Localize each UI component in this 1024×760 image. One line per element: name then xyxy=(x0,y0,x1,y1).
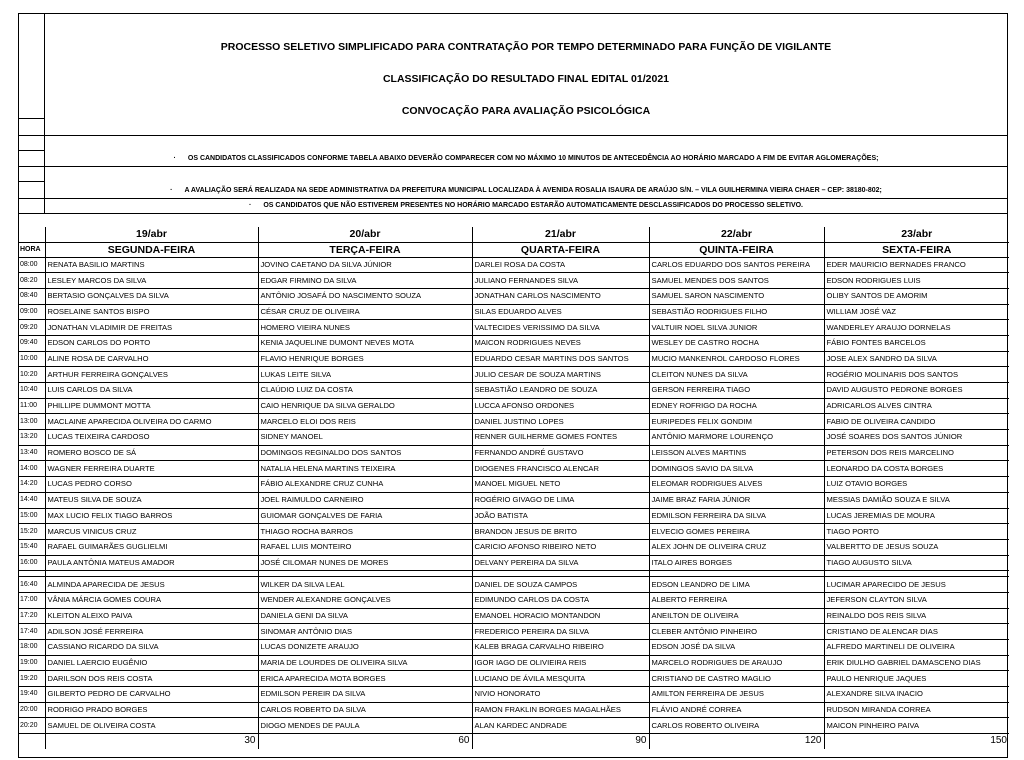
candidate-name: SAMUEL MENDES DOS SANTOS xyxy=(649,273,824,289)
time-slot: 19:00 xyxy=(19,655,45,671)
time-slot: 14:00 xyxy=(19,461,45,477)
candidate-name: RAMON FRAKLIN BORGES MAGALHÃES xyxy=(472,702,649,718)
candidate-name: LUCCA AFONSO ORDONES xyxy=(472,398,649,414)
candidate-name: JONATHAN VLADIMIR DE FREITAS xyxy=(45,320,258,336)
note-bullet: · xyxy=(248,202,252,209)
candidate-name: NATALIA HELENA MARTINS TEIXEIRA xyxy=(258,461,472,477)
candidate-name: EDGAR FIRMINO DA SILVA xyxy=(258,273,472,289)
candidate-name: WESLEY DE CASTRO ROCHA xyxy=(649,335,824,351)
note-location xyxy=(45,187,1007,194)
table-row xyxy=(19,492,1009,508)
candidate-name: BERTASIO GONÇALVES DA SILVA xyxy=(45,288,258,304)
candidate-name: MAICON RODRIGUES NEVES xyxy=(472,335,649,351)
time-slot: 17:40 xyxy=(19,624,45,640)
candidate-name: JULIANO FERNANDES SILVA xyxy=(472,273,649,289)
candidate-name: DANIEL LAERCIO EUGÊNIO xyxy=(45,655,258,671)
candidate-name: ROSELAINE SANTOS BISPO xyxy=(45,304,258,320)
time-slot: 09:40 xyxy=(19,335,45,351)
candidate-name: MUCIO MANKENROL CARDOSO FLORES xyxy=(649,351,824,367)
time-slot: 16:00 xyxy=(19,555,45,571)
table-row xyxy=(19,414,1009,430)
table-row xyxy=(19,383,1009,399)
table-row xyxy=(19,524,1009,540)
candidate-name: WILLIAM JOSÉ VAZ xyxy=(824,304,1009,320)
table-row xyxy=(19,624,1009,640)
weekday-header: TERÇA-FEIRA xyxy=(258,242,472,257)
candidate-name: ADILSON JOSÉ FERREIRA xyxy=(45,624,258,640)
candidate-name: LEONARDO DA COSTA BORGES xyxy=(824,461,1009,477)
candidate-name: DOMINGOS SAVIO DA SILVA xyxy=(649,461,824,477)
date-header: 22/abr xyxy=(649,227,824,242)
divider xyxy=(19,135,1007,136)
candidate-name: FLAVIO HENRIQUE BORGES xyxy=(258,351,472,367)
candidate-name: CRISTIANO DE ALENCAR DIAS xyxy=(824,624,1009,640)
time-slot: 10:20 xyxy=(19,367,45,383)
candidate-name: PETERSON DOS REIS MARCELINO xyxy=(824,445,1009,461)
candidate-name: ALEXANDRE SILVA INACIO xyxy=(824,687,1009,703)
table-row xyxy=(19,508,1009,524)
table-row xyxy=(19,351,1009,367)
weekday-header: SEGUNDA-FEIRA xyxy=(45,242,258,257)
candidate-name: CLEBER ANTÔNIO PINHEIRO xyxy=(649,624,824,640)
table-row xyxy=(19,608,1009,624)
candidate-name: DANIEL DE SOUZA CAMPOS xyxy=(472,577,649,593)
table-row xyxy=(19,320,1009,336)
time-slot: 17:20 xyxy=(19,608,45,624)
table-row xyxy=(19,288,1009,304)
candidate-name: FÁBIO ALEXANDRE CRUZ CUNHA xyxy=(258,477,472,493)
candidate-name: TIAGO PORTO xyxy=(824,524,1009,540)
candidate-name: LUIS CARLOS DA SILVA xyxy=(45,383,258,399)
time-slot: 09:20 xyxy=(19,320,45,336)
table-row xyxy=(19,335,1009,351)
candidate-name: EDER MAURICIO BERNADES FRANCO xyxy=(824,257,1009,273)
cumulative-count: 120 xyxy=(649,734,824,749)
candidate-name: MARCELO ELOI DOS REIS xyxy=(258,414,472,430)
candidate-name: LUCIANO DE ÁVILA MESQUITA xyxy=(472,671,649,687)
date-header: 21/abr xyxy=(472,227,649,242)
candidate-name: LUCAS DONIZETE ARAUJO xyxy=(258,640,472,656)
candidate-name: CARLOS EDUARDO DOS SANTOS PEREIRA xyxy=(649,257,824,273)
candidate-name: RODRIGO PRADO BORGES xyxy=(45,702,258,718)
candidate-name: JOSE ALEX SANDRO DA SILVA xyxy=(824,351,1009,367)
candidate-name: CARLOS ROBERTO OLIVEIRA xyxy=(649,718,824,734)
candidate-name: ADRICARLOS ALVES CINTRA xyxy=(824,398,1009,414)
candidate-name: DAVID AUGUSTO PEDRONE BORGES xyxy=(824,383,1009,399)
time-slot: 08:00 xyxy=(19,257,45,273)
candidate-name: RENATA BASILIO MARTINS xyxy=(45,257,258,273)
document-sheet xyxy=(18,13,1008,758)
candidate-name: CÉSAR CRUZ DE OLIVEIRA xyxy=(258,304,472,320)
table-row xyxy=(19,539,1009,555)
candidate-name: LESLEY MARCOS DA SILVA xyxy=(45,273,258,289)
note-location-text: A AVALIAÇÃO SERÁ REALIZADA NA SEDE ADMINISTRATIVA DA PREFEITURA MUNICIPAL LOCALIZADA À AVENIDA ROSALIA ISAURA DE ARAÚJO S/N. – VILA GUILHERMINA VIEIRA CHAER – CEP: 38180-802; xyxy=(184,187,882,194)
table-row xyxy=(19,555,1009,571)
candidate-name: GUIOMAR GONÇALVES DE FARIA xyxy=(258,508,472,524)
candidate-name: EDNEY ROFRIGO DA ROCHA xyxy=(649,398,824,414)
time-slot: 08:20 xyxy=(19,273,45,289)
date-header: 23/abr xyxy=(824,227,1009,242)
candidate-name: WENDER ALEXANDRE GONÇALVES xyxy=(258,592,472,608)
candidate-name: VALTUIR NOEL SILVA JUNIOR xyxy=(649,320,824,336)
candidate-name: ELEOMAR RODRIGUES ALVES xyxy=(649,477,824,493)
candidate-name: JONATHAN CARLOS NASCIMENTO xyxy=(472,288,649,304)
candidate-name: SEBASTIÃO RODRIGUES FILHO xyxy=(649,304,824,320)
divider xyxy=(19,166,1007,167)
candidate-name: LUCAS JEREMIAS DE MOURA xyxy=(824,508,1009,524)
candidate-name: RAFAEL LUIS MONTEIRO xyxy=(258,539,472,555)
candidate-name: CRISTIANO DE CASTRO MAGLIO xyxy=(649,671,824,687)
time-slot: 15:20 xyxy=(19,524,45,540)
candidate-name: ANTÔNIO JOSAFÁ DO NASCIMENTO SOUZA xyxy=(258,288,472,304)
time-slot: 13:00 xyxy=(19,414,45,430)
candidate-name: EMANOEL HORACIO MONTANDON xyxy=(472,608,649,624)
candidate-name: DANIELA GENI DA SILVA xyxy=(258,608,472,624)
candidate-name: PAULA ANTÔNIA MATEUS AMADOR xyxy=(45,555,258,571)
candidate-name: JAIME BRAZ FARIA JÚNIOR xyxy=(649,492,824,508)
candidate-name: KALEB BRAGA CARVALHO RIBEIRO xyxy=(472,640,649,656)
candidate-name: MACLAINE APARECIDA OLIVEIRA DO CARMO xyxy=(45,414,258,430)
candidate-name: TIAGO AUGUSTO SILVA xyxy=(824,555,1009,571)
candidate-name: ITALO AIRES BORGES xyxy=(649,555,824,571)
candidate-name: KLEITON ALEIXO PAIVA xyxy=(45,608,258,624)
candidate-name: JOEL RAIMULDO CARNEIRO xyxy=(258,492,472,508)
note-absence xyxy=(45,202,1007,209)
cumulative-count: 60 xyxy=(258,734,472,749)
time-slot: 10:40 xyxy=(19,383,45,399)
candidate-name: ELVECIO GOMES PEREIRA xyxy=(649,524,824,540)
candidate-name: FREDERICO PEREIRA DA SILVA xyxy=(472,624,649,640)
cumulative-count: 150 xyxy=(990,735,1007,747)
totals-row xyxy=(19,734,1009,749)
candidate-name: EDIMUNDO CARLOS DA COSTA xyxy=(472,592,649,608)
candidate-name: JOSÉ CILOMAR NUNES DE MORES xyxy=(258,555,472,571)
candidate-name: OLIBY SANTOS DE AMORIM xyxy=(824,288,1009,304)
candidate-name: DARLEI ROSA DA COSTA xyxy=(472,257,649,273)
candidate-name: ALMINDA APARECIDA DE JESUS xyxy=(45,577,258,593)
divider xyxy=(19,213,1007,214)
candidate-name: MAX LUCIO FELIX TIAGO BARROS xyxy=(45,508,258,524)
time-slot: 11:00 xyxy=(19,398,45,414)
hora-column-blank xyxy=(19,227,45,242)
candidate-name: RAFAEL GUIMARÃES GUGLIELMI xyxy=(45,539,258,555)
cumulative-count: 30 xyxy=(45,734,258,749)
candidate-name: SEBASTIÃO LEANDRO DE SOUZA xyxy=(472,383,649,399)
candidate-name: JOÃO BATISTA xyxy=(472,508,649,524)
candidate-name: THIAGO ROCHA BARROS xyxy=(258,524,472,540)
cumulative-count: 90 xyxy=(472,734,649,749)
candidate-name: CASSIANO RICARDO DA SILVA xyxy=(45,640,258,656)
candidate-name: GILBERTO PEDRO DE CARVALHO xyxy=(45,687,258,703)
candidate-name: MARCUS VINICUS CRUZ xyxy=(45,524,258,540)
candidate-name: JULIO CESAR DE SOUZA MARTINS xyxy=(472,367,649,383)
candidate-name: MARIA DE LOURDES DE OLIVEIRA SILVA xyxy=(258,655,472,671)
candidate-name: ANTÔNIO MARMORE LOURENÇO xyxy=(649,430,824,446)
candidate-name: LUCAS PEDRO CORSO xyxy=(45,477,258,493)
time-slot: 19:40 xyxy=(19,687,45,703)
table-row xyxy=(19,592,1009,608)
candidate-name: JOVINO CAETANO DA SILVA JÚNIOR xyxy=(258,257,472,273)
candidate-name: WAGNER FERREIRA DUARTE xyxy=(45,461,258,477)
time-slot: 20:20 xyxy=(19,718,45,734)
time-slot: 15:40 xyxy=(19,539,45,555)
time-slot: 20:00 xyxy=(19,702,45,718)
table-row xyxy=(19,430,1009,446)
table-row xyxy=(19,304,1009,320)
candidate-name: SINOMAR ANTÔNIO DIAS xyxy=(258,624,472,640)
candidate-name: EDSON JOSÉ DA SILVA xyxy=(649,640,824,656)
candidate-name: GERSON FERREIRA TIAGO xyxy=(649,383,824,399)
time-slot: 18:00 xyxy=(19,640,45,656)
candidate-name: ALFREDO MARTINELI DE OLIVEIRA xyxy=(824,640,1009,656)
candidate-name: ROGÉRIO GIVAGO DE LIMA xyxy=(472,492,649,508)
candidate-name: FLÁVIO ANDRÉ CORREA xyxy=(649,702,824,718)
time-slot: 09:00 xyxy=(19,304,45,320)
left-margin-column xyxy=(19,14,45,214)
candidate-name: RENNER GUILHERME GOMES FONTES xyxy=(472,430,649,446)
table-row xyxy=(19,461,1009,477)
table-row xyxy=(19,477,1009,493)
table-row xyxy=(19,257,1009,273)
candidate-name: CLEITON NUNES DA SILVA xyxy=(649,367,824,383)
candidate-name: DELVANY PEREIRA DA SILVA xyxy=(472,555,649,571)
candidate-name: MAICON PINHEIRO PAIVA xyxy=(824,718,1009,734)
candidate-name: EURIPEDES FELIX GONDIM xyxy=(649,414,824,430)
table-row xyxy=(19,687,1009,703)
table-row xyxy=(19,398,1009,414)
candidate-name: MARCELO RODRIGUES DE ARAUJO xyxy=(649,655,824,671)
weekday-header-row xyxy=(19,242,1009,257)
candidate-name: REINALDO DOS REIS SILVA xyxy=(824,608,1009,624)
candidate-name: CARICIO AFONSO RIBEIRO NETO xyxy=(472,539,649,555)
table-row xyxy=(19,273,1009,289)
candidate-name: SAMUEL SARON NASCIMENTO xyxy=(649,288,824,304)
page-heading-convocation: CONVOCAÇÃO PARA AVALIAÇÃO PSICOLÓGICA xyxy=(401,105,651,117)
candidate-name: NIVIO HONORATO xyxy=(472,687,649,703)
candidate-name: EDMILSON FERREIRA DA SILVA xyxy=(649,508,824,524)
time-slot: 13:20 xyxy=(19,430,45,446)
table-row xyxy=(19,702,1009,718)
candidate-name: MATEUS SILVA DE SOUZA xyxy=(45,492,258,508)
candidate-name: LUKAS LEITE SILVA xyxy=(258,367,472,383)
candidate-name: FABIO DE OLIVEIRA CANDIDO xyxy=(824,414,1009,430)
divider xyxy=(19,150,45,151)
candidate-name: ALINE ROSA DE CARVALHO xyxy=(45,351,258,367)
candidate-name: SIDNEY MANOEL xyxy=(258,430,472,446)
candidate-name: DIOGENES FRANCISCO ALENCAR xyxy=(472,461,649,477)
candidate-name: WANDERLEY ARAUJO DORNELAS xyxy=(824,320,1009,336)
weekday-header: QUARTA-FEIRA xyxy=(472,242,649,257)
candidate-name: ARTHUR FERREIRA GONÇALVES xyxy=(45,367,258,383)
candidate-name: LUCAS TEIXEIRA CARDOSO xyxy=(45,430,258,446)
date-header: 19/abr xyxy=(45,227,258,242)
note-arrival-text: OS CANDIDATOS CLASSIFICADOS CONFORME TABELA ABAIXO DEVERÃO COMPARECER COM NO MÁXIMO 10 MINUTOS DE ANTECEDÊNCIA AO HORÁRIO MARCADO A FIM DE EVITAR AGLOMERAÇÕES; xyxy=(187,155,879,162)
candidate-name: LUCIMAR APARECIDO DE JESUS xyxy=(824,577,1009,593)
time-slot: 14:20 xyxy=(19,477,45,493)
candidate-name: DARILSON DOS REIS COSTA xyxy=(45,671,258,687)
time-slot: 08:40 xyxy=(19,288,45,304)
candidate-name: PAULO HENRIQUE JAQUES xyxy=(824,671,1009,687)
candidate-name: BRANDON JESUS DE BRITO xyxy=(472,524,649,540)
candidate-name: EDUARDO CESAR MARTINS DOS SANTOS xyxy=(472,351,649,367)
candidate-name: CAIO HENRIQUE DA SILVA GERALDO xyxy=(258,398,472,414)
time-slot: 17:00 xyxy=(19,592,45,608)
candidate-name: ERICA APARECIDA MOTA BORGES xyxy=(258,671,472,687)
candidate-name: ALEX JOHN DE OLIVEIRA CRUZ xyxy=(649,539,824,555)
candidate-name: EDSON RODRIGUES LUIS xyxy=(824,273,1009,289)
table-row xyxy=(19,367,1009,383)
time-slot: 19:20 xyxy=(19,671,45,687)
page-title: PROCESSO SELETIVO SIMPLIFICADO PARA CONTRATAÇÃO POR TEMPO DETERMINADO PARA FUNÇÃO DE VIGILANTE xyxy=(220,41,832,53)
table-row xyxy=(19,577,1009,593)
candidate-name: FERNANDO ANDRÉ GUSTAVO xyxy=(472,445,649,461)
weekday-header: SEXTA-FEIRA xyxy=(824,242,1009,257)
note-arrival xyxy=(45,155,1007,162)
page-subtitle: CLASSIFICAÇÃO DO RESULTADO FINAL EDITAL 01/2021 xyxy=(382,73,670,85)
candidate-name: EDSON LEANDRO DE LIMA xyxy=(649,577,824,593)
candidate-name: MANOEL MIGUEL NETO xyxy=(472,477,649,493)
time-slot: 13:40 xyxy=(19,445,45,461)
table-row xyxy=(19,671,1009,687)
candidate-name: DIOGO MENDES DE PAULA xyxy=(258,718,472,734)
candidate-name: ALAN KARDEC ANDRADE xyxy=(472,718,649,734)
candidate-name: JEFERSON CLAYTON SILVA xyxy=(824,592,1009,608)
candidate-name: PHILLIPE DUMMONT MOTTA xyxy=(45,398,258,414)
table-row xyxy=(19,718,1009,734)
weekday-header: QUINTA-FEIRA xyxy=(649,242,824,257)
candidate-name: EDSON CARLOS DO PORTO xyxy=(45,335,258,351)
candidate-name: MESSIAS DAMIÃO SOUZA E SILVA xyxy=(824,492,1009,508)
time-slot: 10:00 xyxy=(19,351,45,367)
candidate-name: ROGÉRIO MOLINARIS DOS SANTOS xyxy=(824,367,1009,383)
date-header-row xyxy=(19,227,1009,242)
date-header: 20/abr xyxy=(258,227,472,242)
schedule-table xyxy=(19,227,1009,749)
candidate-name: IGOR IAGO DE OLIVIEIRA REIS xyxy=(472,655,649,671)
candidate-name: KENIA JAQUELINE DUMONT NEVES MOTA xyxy=(258,335,472,351)
candidate-name: HOMERO VIEIRA NUNES xyxy=(258,320,472,336)
candidate-name: AMILTON FERREIRA DE JESUS xyxy=(649,687,824,703)
time-slot: 15:00 xyxy=(19,508,45,524)
candidate-name: DOMINGOS REGINALDO DOS SANTOS xyxy=(258,445,472,461)
note-bullet: · xyxy=(173,155,176,162)
note-absence-text: OS CANDIDATOS QUE NÃO ESTIVEREM PRESENTES NO HORÁRIO MARCADO ESTARÃO AUTOMATICAMENTE DESCLASSIFICADOS DO PROCESSO SELETIVO. xyxy=(263,202,804,209)
candidate-name: LUIZ OTAVIO BORGES xyxy=(824,477,1009,493)
candidate-name: ERIK DIULHO GABRIEL DAMASCENO DIAS xyxy=(824,655,1009,671)
candidate-name: FÁBIO FONTES BARCELOS xyxy=(824,335,1009,351)
candidate-name: VÂNIA MÁRCIA GOMES COURA xyxy=(45,592,258,608)
candidate-name: ANEILTON DE OLIVEIRA xyxy=(649,608,824,624)
time-slot: 16:40 xyxy=(19,577,45,593)
table-row xyxy=(19,445,1009,461)
candidate-name: SAMUEL DE OLIVEIRA COSTA xyxy=(45,718,258,734)
table-row xyxy=(19,655,1009,671)
candidate-name: WILKER DA SILVA LEAL xyxy=(258,577,472,593)
candidate-name: LEISSON ALVES MARTINS xyxy=(649,445,824,461)
table-row xyxy=(19,640,1009,656)
divider xyxy=(19,198,1007,199)
candidate-name: ALBERTO FERREIRA xyxy=(649,592,824,608)
candidate-name: VALBERTTO DE JESUS SOUZA xyxy=(824,539,1009,555)
candidate-name: CARLOS ROBERTO DA SILVA xyxy=(258,702,472,718)
hora-column-header: HORA xyxy=(19,242,45,257)
candidate-name: SILAS EDUARDO ALVES xyxy=(472,304,649,320)
candidate-name: EDMILSON PEREIR DA SILVA xyxy=(258,687,472,703)
totals-blank xyxy=(19,734,45,749)
candidate-name: VALTECIDES VERISSIMO DA SILVA xyxy=(472,320,649,336)
candidate-name: DANIEL JUSTINO LOPES xyxy=(472,414,649,430)
candidate-name: CLAÚDIO LUIZ DA COSTA xyxy=(258,383,472,399)
note-bullet: · xyxy=(170,187,173,194)
candidate-name: RUDSON MIRANDA CORREA xyxy=(824,702,1009,718)
divider xyxy=(19,181,45,182)
candidate-name: JOSÉ SOARES DOS SANTOS JÚNIOR xyxy=(824,430,1009,446)
candidate-name: ROMERO BOSCO DE SÁ xyxy=(45,445,258,461)
time-slot: 14:40 xyxy=(19,492,45,508)
divider xyxy=(19,118,45,119)
